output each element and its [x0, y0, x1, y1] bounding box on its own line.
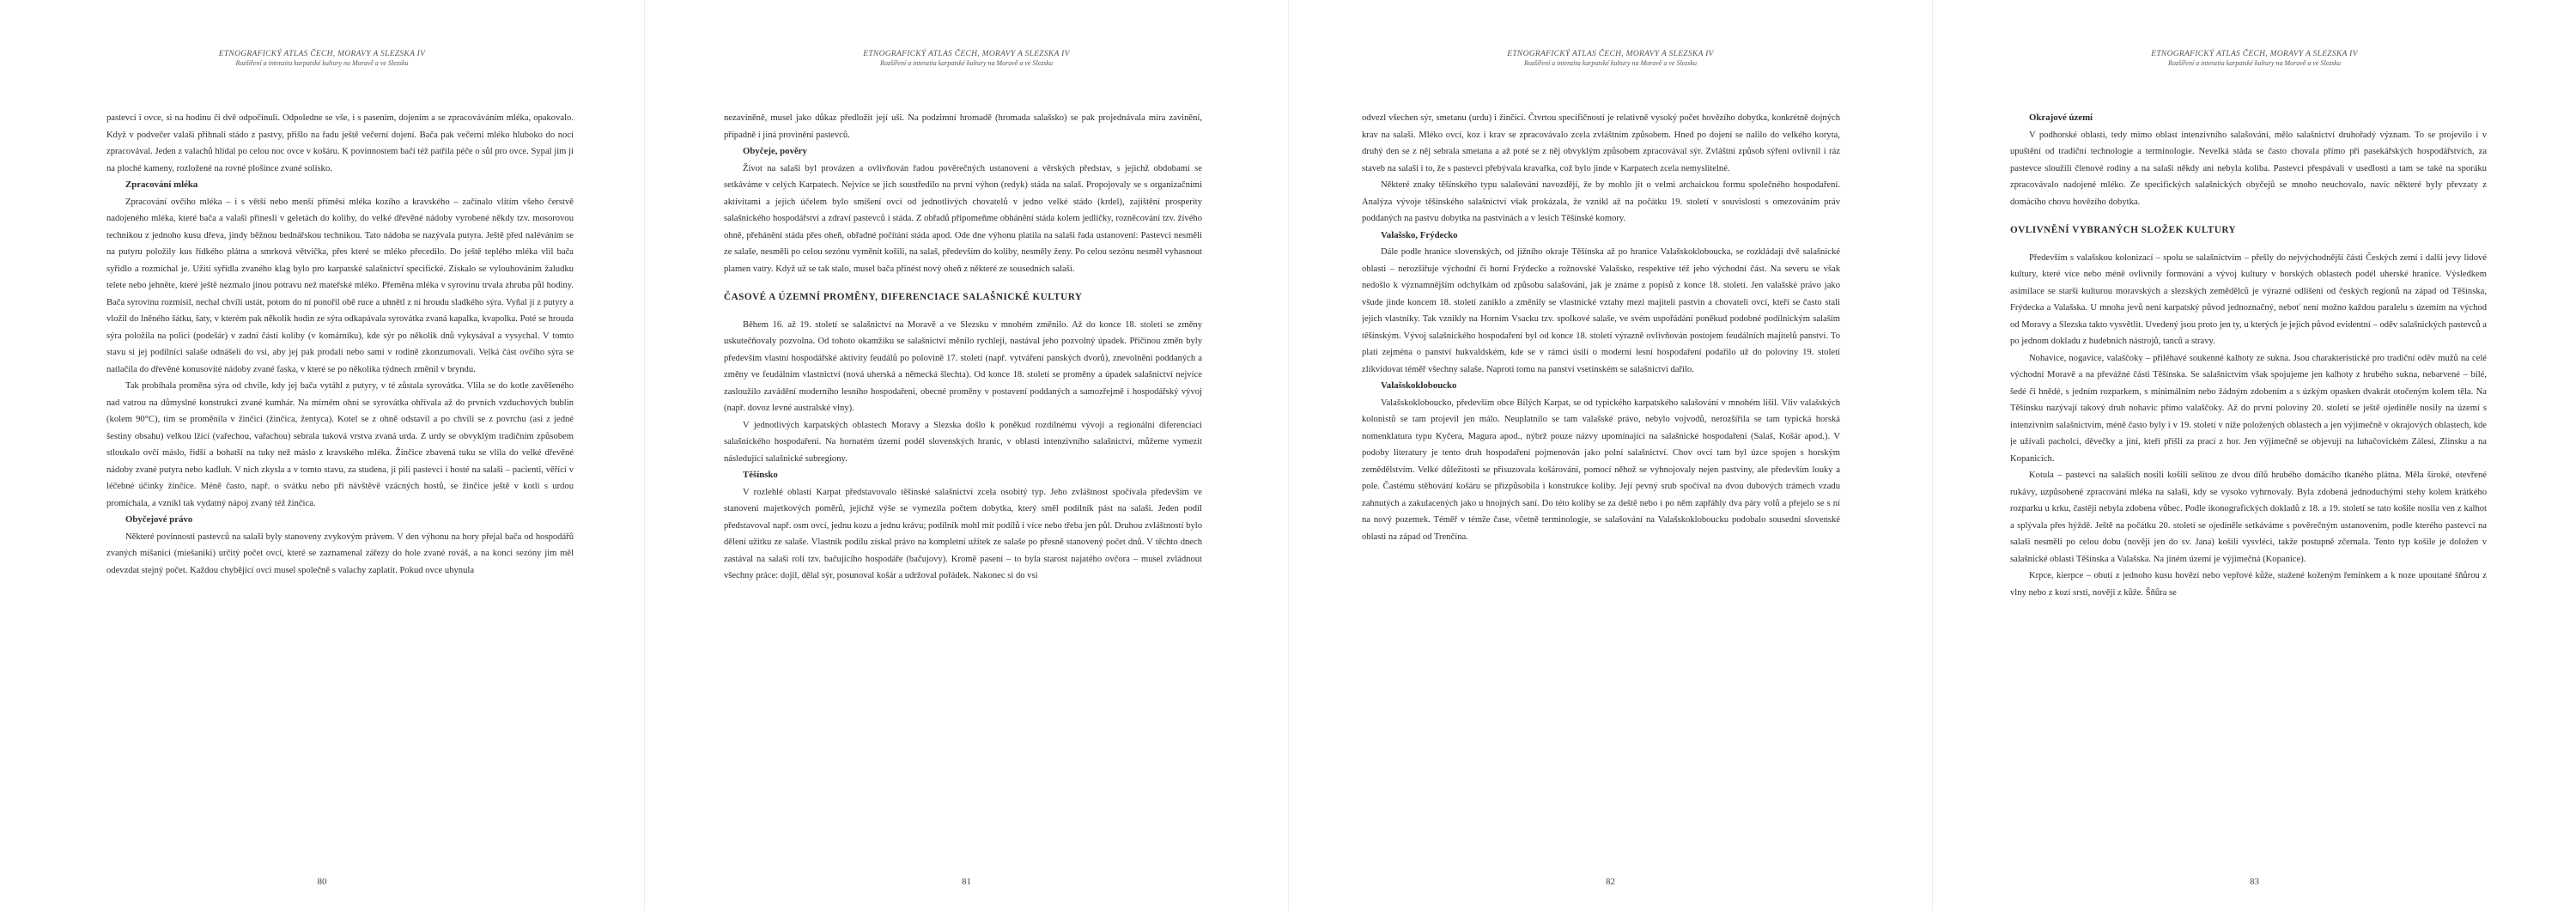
paragraph: Dále podle hranice slovenských, od jižního okraje Těšínska až po hranice Valašskokloboucka, se rozkládají dvě salašnické oblasti – nerozšiřuje východní či horní Frýdecko a rožnovské Valašsko, respektive též jeho východní část. Na severu se však nedošlo k významnějším odchylkám od způsobu salašování, jak je známe z popisů z konce 18. století. Jen valašské právo jako všude jinde koncem 18. století zaniklo a změnily se vlastnické vztahy mezi majiteli pastvin a chovateli ovcí, kteří se často stali jejich vlastníky. Tak vznikly na Horním Vsacku tzv. spolkové salaše, ve svém uspořádání poněkud podobné podílnickým salaším těšínským. Vývoj salašnického hospodaření byl od konce 18. století výrazně ovlivňován postojem feudálních majitelů panství. To platí zejména o panství hukvaldském, kde se v rámci úsilí o moderní lesní hospodaření podařilo už do poloviny 19. století zlikvidovat téměř všechny salaše. Naproti tomu na panství vsetínském se salašnictví dařilo.	[1362, 247, 1840, 374]
subsection-heading: Valašsko, Frýdecko	[1381, 229, 1458, 240]
page-body	[1362, 110, 1840, 848]
page-body	[724, 110, 1202, 848]
paragraph: Některé znaky těšínského typu salašování navozdějí, že by mohlo jít o velmi archaickou formu společného hospodaření. Analýza vývoje těšínského salašnictví však prokázala, že vznikl až na počátku 19. století v souvislosti s omezováním práv poddaných na pastvu dobytka na pastvinách a v lesích Těšínské komory.	[1362, 180, 1840, 223]
running-head	[0, 50, 644, 67]
page-body	[106, 110, 574, 848]
running-head-subtitle: Rozšíření a intenzita karpatské kultury na Moravě a ve Slezsku	[235, 59, 409, 67]
page-number: 81	[962, 877, 971, 887]
page-body	[2010, 110, 2487, 848]
page-number: 83	[2250, 877, 2259, 887]
subsection-heading: Obyčeje, pověry	[743, 146, 807, 156]
document-page	[1288, 0, 1932, 911]
paragraph: V rozlehlé oblasti Karpat představovalo těšínské salašnictví zcela osobitý typ. Jeho zvláštnost spočívala především ve stanovení majetkových poměrů, jejichž výše se vymezila počtem dobytka, který směl podílník pást na salaši. Jeden podíl představoval např. osm ovcí, jednu kozu a jednu krávu; podílník mohl mít podílů i více nebo třeba jen půl. Druhou zvláštností bylo dělení užitku ze salaše. Vlastník podílu získal právo na kompletní užitek ze salaše po přesně stanovený počet dnů. V těchto dnech zastával na salaši roli tzv. bačujícího hospodáře (bačujovy). Kromě pasení – to byla starost najatého ovčora – musel zvládnout všechny práce: dojil, dělal sýr, posunoval košár a udržoval pořádek. Nakonec si do vsi	[724, 487, 1202, 580]
paragraph: Některé povinnosti pastevců na salaši byly stanoveny zvykovým právem. V den výhonu na hory přejal bača od hospodářů zvaných míšaníci (miešaniki) určitý počet ovcí, které se zaznamenal zářezy do hole zvané rováš, a na konci sezóny jim měl odevzdat stejný počet. Každou chybějící ovci musel společně s valachy zaplatit. Pokud ovce uhynula	[106, 531, 574, 575]
paragraph: Valašskokloboucko, především obce Bílých Karpat, se od typického karpatského salašování v mnohém lišil. Vliv valašských kolonistů se tam projevil jen málo. Neuplatnilo se tam valašské právo, nebylo vojvodů, nerozšířila se tam typická horská nomenklatura typu Kyčera, Magura apod., nýbrž pouze názvy upomínající na salašnické hospodaření (Salaš, Košár apod.). V podoby literatury je tento druh hospodaření pojmenován jako polní salašnictví. Chov ovcí tam byl úzce spojen s horským zemědělstvím. Velké důležitosti se přisuzovala košárování, pomocí něhož se vyhnojovaly nejen pastviny, ale především louky a pole. Častému stěhování košáru se přizpůsobila i konstrukce koliby. Její pevný srub spočíval na dvou dubových trámech vzadu zahnutých a zakulacených jako u hnojných saní. Do této koliby se za deště nebo i po něm zapřáhly dva páry volů a přejelo se s ní na nový pozemek. Téměř v témže čase, včetně terminologie, se salašování na Valašskokloboucku podobalo sousední slovenské oblasti na západ od Trenčína.	[1362, 398, 1840, 542]
paragraph: odvezl všechen sýr, smetanu (urdu) i žinčici. Čtvrtou specifičností je relativně vysoký počet hovězího dobytka, konkrétně dojných krav na salaši. Mléko ovcí, koz i krav se zpracovávalo zcela zvláštním způsobem. Hned po dojení se nalilo do velkého koryta, druhý den se z něj sebrala smetana a až poté se z něj obvyklým způsobem zpracovával sýr. Zvláštní způsob sýření ovlivnil i ráz staveb na salaši i to, že s pastevci přebývala kravařka, což bylo jinde v Karpatech zcela nemyslitelné.	[1362, 113, 1840, 173]
paragraph: V podhorské oblasti, tedy mimo oblast intenzivního salašování, mělo salašnictví druhořadý význam. To se projevilo i v upuštění od tradiční technologie a terminologie. Nevelká stáda se často chovala přímo při pasekářských hospodářstvích, za pastevce sloužili členové rodiny a na salaši někdy ani nebyla koliba. Pastevci přespávali v usedlosti a tam se také na sporáku zpracovávalo nadojené mléko. Ze specifických salašnických obyčejů se mnoho neuchovalo, navíc některé byly převzaty z domácího chovu hovězího dobytka.	[2010, 130, 2487, 207]
paragraph: V jednotlivých karpatských oblastech Moravy a Slezska došlo k poněkud rozdílnému vývoji a regionální diferenciaci salašnického hospodaření. Na hornatém území podél slovenských hranic, v oblasti intenzivního salašnictví, můžeme vymezit následující salašnické subregiony.	[724, 420, 1202, 464]
document-page	[0, 0, 644, 911]
subsection-heading: Zpracování mléka	[125, 179, 198, 190]
running-head-title: ETNOGRAFICKÝ ATLAS ČECH, MORAVY A SLEZSKA IV	[1507, 50, 1714, 58]
running-head-title: ETNOGRAFICKÝ ATLAS ČECH, MORAVY A SLEZSKA IV	[218, 50, 426, 58]
paragraph: nezaviněně, musel jako důkaz předložit její uši. Na podzimní hromadě (hromada salašsko) se pak projednávala míra zavinění, případně i jiná provinění pastevců.	[724, 113, 1202, 140]
subsection-heading: Těšínsko	[743, 470, 778, 480]
paragraph: pastevci i ovce, si na hodinu či dvě odpočinuli. Odpoledne se vše, i s pasením, dojením a se zpracováváním mléka, opakovalo. Když v podvečer valaši přihnali stádo z pastvy, přišlo na řadu ještě večerní dojení. Bača pak večerní mléko hluboko do noci zpracovával. Jeden z valachů hlídal po celou noc ovce v košáru. K povinnostem bačí též patřila péče o sůl pro ovce. Sypal jim ji na ploché kameny, rozložené na rovné plošince zvané solisko.	[106, 113, 574, 173]
paragraph: Zpracování ovčího mléka – i s větší nebo menší příměsí mléka kozího a kravského – začínalo vlitím všeho čerstvě nadojeného mléka, které bača a valaši přinesli v geletách do koliby, do velké dřevěné nádoby vyrobené někdy tzv. mosorovou technikou z jednoho kusu dřeva, jindy běžnou bednářskou technikou. Tato nádoba se nazývala putyra. Ještě před naléváním se na putyru položily kus řídkého plátna a smrková větvička, přes které se mléko přecedilo. Do ještě teplého mléka vlil bača syřidlo a rozmíchal je. Užití syřidla zvaného klag bylo pro karpatské salašnictví specifické. Získalo se vylouhováním žaludku telete nebo jehněte, které ještě nezmalo jinou potravu než mateřské mléko. Přeměna mléka v syrovinu trvala zhruba půl hodiny. Bača syrovinu rozmísil, nechal chvíli ustát, potom do ní ponořil obě ruce a uhnětl z ní hroudu sladkého sýra. Vyňal jí z putyry a vložil do lněného šátku, šaty, v kterém pak několik hodin ze sýra odkapávala syrovátka zvaná kapalka, kvapolka. Poté se hrouda sýra položila na polici (podešár) v zadní části koliby (v komárníku), kde sýr po několik dnů vykysával a vysychal. V tomto stavu si jej podílníci salaše odnášeli do vsi, aby jej pak prodali nebo sami v rodině zkonzumovali. Velká část ovčího sýra se natlačila do dřevěné konusovité nádoby zvané faska, v které se po několika týdnech změnil v bryndu.	[106, 197, 574, 374]
running-head-subtitle: Rozšíření a intenzita karpatské kultury na Moravě a ve Slezsku	[2167, 59, 2342, 67]
paragraph: Především s valašskou kolonizací – spolu se salašnictvím – přešly do nejvýchodnější části Českých zemí i další jevy lidové kultury, které více nebo méně ovlivnily formování a vývoj kultury v horských oblastech podél uherské hranice. Výsledkem asimilace se starší kulturou moravských a slezských zemědělců je výrazné odlišení od českých regionů na západ od Těšínska, Frýdecka a Valašska. U mnoha jevů není karpatský původ jednoznačný, neboť není možno každou paralelu s územím na východ od Moravy a Slezska takto vysvětlit. Uvedený jsou proto jen ty, u kterých je jejich původ evidentní – oděv salašnických pastevců a po jednom dokladu z hudebních nástrojů, tanců a stravy.	[2010, 252, 2487, 346]
subsection-heading: Valašskokloboucko	[1381, 380, 1457, 391]
paragraph: Nohavice, nogavice, valaščoky – přiléhavé soukenné kalhoty ze sukna. Jsou charakteristické pro tradiční oděv mužů na celé východní Moravě a na převážné části Těšínska. Se salašnictvím však spojujeme jen kalhoty z hrubého sukna, nebarvené – bílé, šedé či hnědé, s jedním rozparkem, s minimálním nebo žádným zdobením a s úzkým opasken dvakrát otočeným kolem těla. Na Těšínsku nazývají takový druh nohavic přímo valaščoky. Až do první poloviny 20. století se ještě ojediněle nosily na území s intenzivním salašnictvím, méně často byly i v 19. století v níže položených oblastech a jen výjimečně v okrajových oblastech, kde je užívali pacholci, děvečky a jiní, kteří přišli za prací z hor. Jen výjimečně se objevují na luhačovickém Zálesí, Zlínsku a na Kopanicích.	[2010, 353, 2487, 464]
running-head-title: ETNOGRAFICKÝ ATLAS ČECH, MORAVY A SLEZSKA IV	[863, 50, 1070, 58]
paragraph: Krpce, kierpce – obutí z jednoho kusu hovězí nebo vepřové kůže, stažené koženým řemínkem a k noze upoutané šňůrou z vlny nebo z kozí srsti, nověji z kůže. Šňůra se	[2010, 571, 2487, 598]
paragraph: Během 16. až 19. století se salašnictví na Moravě a ve Slezsku v mnohém změnilo. Až do konce 18. století se změny uskutečňovaly pozvolna. Od tohoto okamžiku se salašnictví měnilo rychleji, nastával jeho pozvolný úpadek. Příčinou změn byly především vlastní hospodářské aktivity feudálů po polovině 17. století (např. vytváření panských dvorů), znevolnění poddaných a změny ve feudálním vlastnictví (nová uherská a německá šlechta). Od konce 18. století se proměny a úpadek salašnictví nejvíce zasloužilo zavádění moderního lesního hospodaření, obecné proměny v postavení poddaných a samozřejmě i hospodářský vývoj (např. dovoz levné australské vlny).	[724, 319, 1202, 413]
page-number: 80	[317, 877, 327, 887]
document-page	[1932, 0, 2576, 911]
running-head	[1289, 50, 1932, 67]
paragraph: Kotula – pastevci na salaších nosili košili sešitou ze dvou dílů hrubého domácího tkaného plátna. Měla široké, otevřené rukávy, uzpůsobené zpracování mléka na salaši, kdy se vysoko vyhrnovaly. Byla zdobená jednoduchými stehy kolem krátkého rozparku u krku, častěji nebyla zdobena vůbec. Podle ikonografických dokladů z 18. a 19. století se tato košile nosila ven z kalhot a splývala přes hýždě. Ještě na počátku 20. století se ojediněle setkáváme s pověrečným ustanovením, podle kterého pastevci na salaši nesměli po celou dobu (nověji jen do sv. Jana) košili vysvléci, takže postupně zčernala. Tento typ košile je doložen v salašnické oblasti Těšínska a Valašska. Na jiném území je výjimečná (Kopanice).	[2010, 471, 2487, 564]
section-heading: OVLIVNĚNÍ VYBRANÝCH SLOŽEK KULTURY	[2010, 225, 2237, 235]
page-number: 82	[1606, 877, 1615, 887]
section-heading: ČASOVÉ A ÚZEMNÍ PROMĚNY, DIFERENCIACE SALAŠNICKÉ KULTURY	[724, 292, 1083, 302]
subsection-heading: Obyčejové právo	[125, 514, 193, 525]
running-head	[1933, 50, 2576, 67]
running-head	[645, 50, 1288, 67]
paragraph: Tak probíhala proměna sýra od chvíle, kdy jej bača vytáhl z putyry, v té zůstala syrovátka. Vlila se do kotle zavěšeného nad vatrou na důmyslné konstrukci zvané kumhár. Na mírném ohni se syrovátka ohřívala až do prvních vzduchových bublin (kolem 90°C), tím se proměnila v žinčici (žinčica, žentyca). Kotel se z ohně odstavil a po chvíli se z povrchu (asi z jedné šestiny obsahu) velkou lžicí (vařechou, vařachou) sebrala tuková vrstva zvaná urda. Z urdy se obvyklým tradičním způsobem stloukalo ovčí máslo, řidší a bohatší na tuky než máslo z kravského mléka. Žinčice zbavená tuku se vlila do velké dřevěné nádoby zvané putyra nebo kadluh. V nich zkysla a v tomto stavu, za studena, ji pili pastevci i hosté na salaši – pacienti, věřící v léčebné účinky žinčice. Méně často, např. o svátku nebo při návštěvě vzácných hostů, se žinčice ještě v kotli s urdou promíchala, a vznikl tak vydatný nápoj zvaný též žinčica.	[106, 381, 574, 508]
document-page	[644, 0, 1288, 911]
subsection-heading: Okrajové území	[2029, 112, 2093, 123]
paragraph: Život na salaši byl provázen a ovlivňován řadou pověrečných ustanovení a věrských představ, s jejichž obdobami se setkáváme v celých Karpatech. Nejvíce se jich soustředilo na první výhon (redyk) stáda na salaš. Propojovaly se s organizačními aktivitami a jejich účelem bylo smíšení ovcí od jednotlivých chovatelů v jedno velké stádo (krdel), zajištění prosperity salašnického hospodářství a zdraví pastevců i stáda. Z obřadů připomeňme obhánění stáda kolem jedličky, rozněcování tzv. živého ohně, přehánění stáda přes oheň, obřadné počítání stáda apod. Ode dne výhonu platila na salaši řada ustanovení: Pastevci nesměli ze salaše, nesměli po celou sezónu vyměnit košili, na salaš, především do koliby, nesměly ženy. Po celou sezónu nesměl vyhasnout plamen vatry. Když už se tak stalo, musel bača přinést nový oheň z některé ze sousedních salaší.	[724, 163, 1202, 274]
running-head-subtitle: Rozšíření a intenzita karpatské kultury na Moravě a ve Slezsku	[1523, 59, 1698, 67]
running-head-subtitle: Rozšíření a intenzita karpatské kultury na Moravě a ve Slezsku	[879, 59, 1054, 67]
running-head-title: ETNOGRAFICKÝ ATLAS ČECH, MORAVY A SLEZSKA IV	[2151, 50, 2358, 58]
